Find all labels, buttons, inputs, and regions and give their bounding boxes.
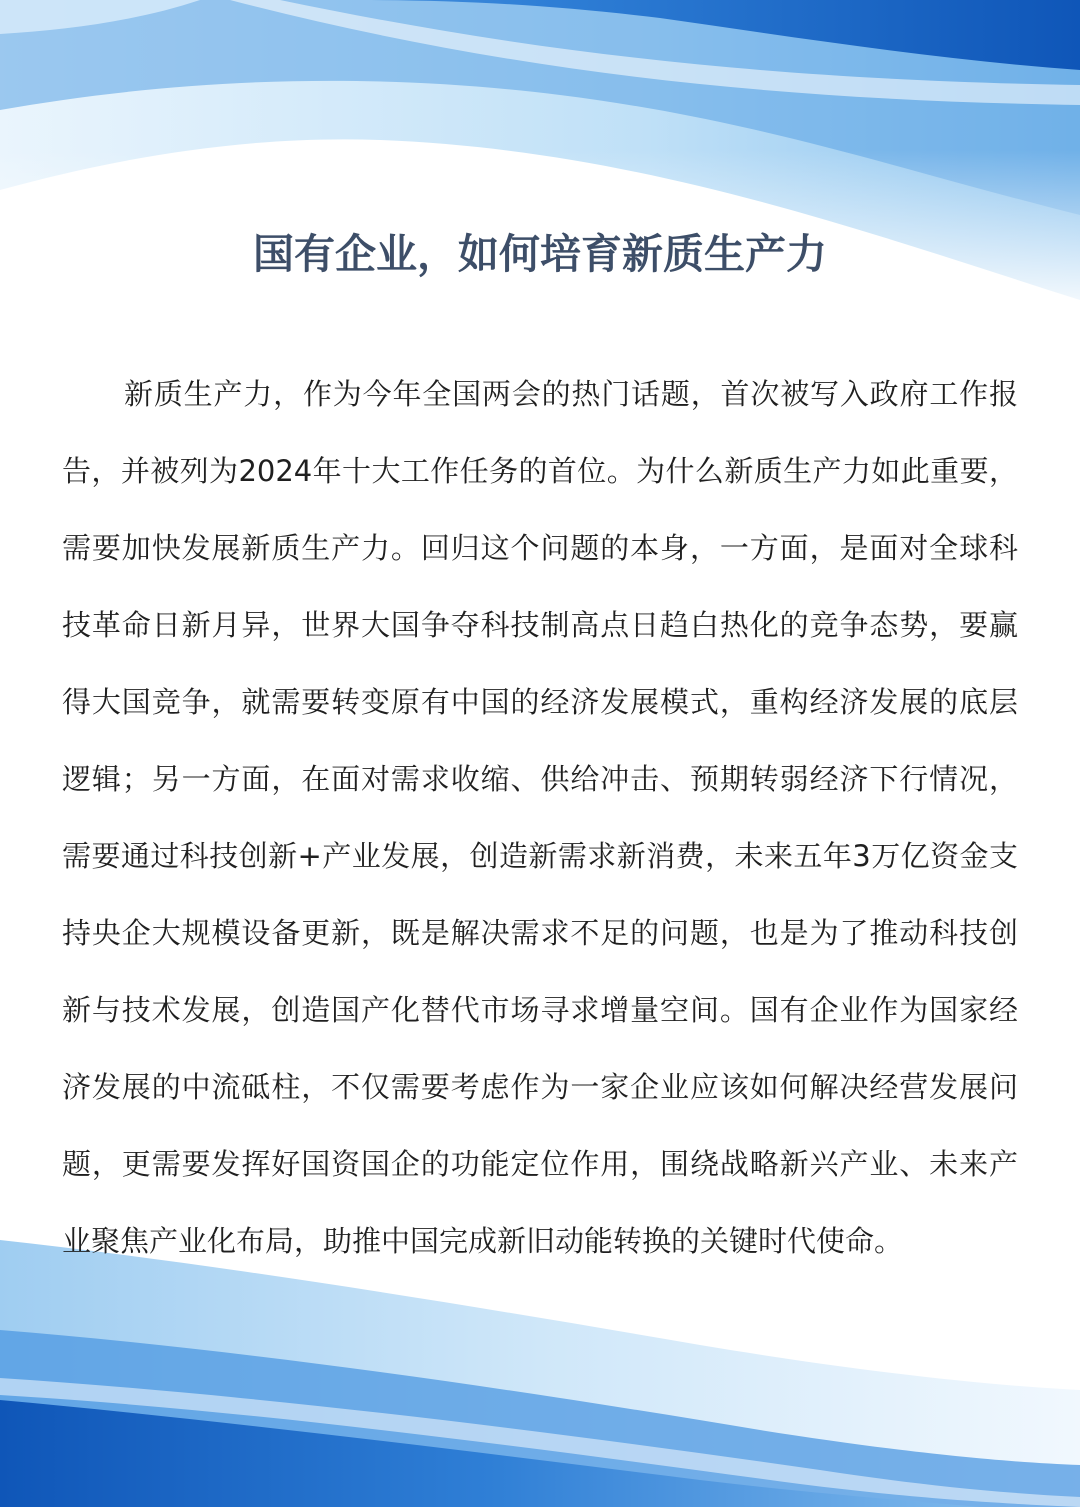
page-title: 国有企业，如何培育新质生产力	[253, 230, 827, 278]
body-paragraph: 新质生产力，作为今年全国两会的热门话题，首次被写入政府工作报告，并被列为2024年十大工作任务的首位。为什么新质生产力如此重要，需要加快发展新质生产力。回归这个问题的本身，一方面，是面对全球科技革命日新月异，世界大国争夺科技制高点日趋白热化的竞争态势，要赢得大国竞争，就需要转变原有中国的经济发展模式，重构经济发展的底层逻辑；另一方面，在面对需求收缩、供给冲击、预期转弱经济下行情况，需要通过科技创新+产业发展，创造新需求新消费，未来五年3万亿资金支持央企大规模设备更新，既是解决需求不足的问题，也是为了推动科技创新与技术发展，创造国产化替代市场寻求增量空间。国有企业作为国家经济发展的中流砥柱，不仅需要考虑作为一家企业应该如何解决经营发展问题，更需要发挥好国资国企的功能定位作用，围绕战略新兴产业、未来产业聚焦产业化布局，助推中国完成新旧动能转换的关键时代使命。	[62, 377, 1018, 1258]
